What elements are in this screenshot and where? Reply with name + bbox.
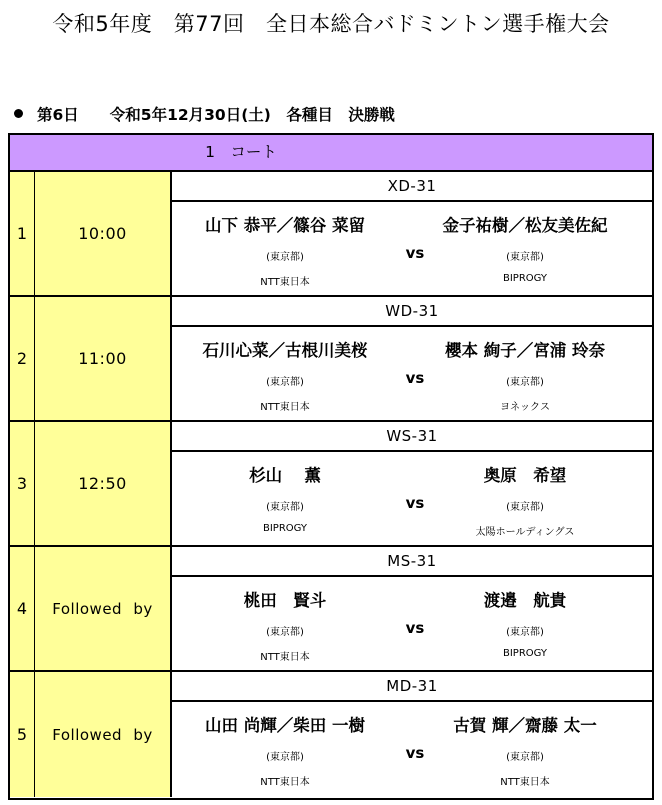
vs-label: vs	[405, 619, 425, 637]
right-prefecture: (東京都)	[506, 502, 544, 513]
match-number: 3	[10, 422, 35, 545]
match-number: 4	[10, 547, 35, 670]
schedule-table	[8, 133, 654, 800]
left-team: BIPROGY	[262, 523, 308, 534]
left-player: 山下 恭平／篠谷 菜留	[205, 216, 365, 235]
right-entry	[410, 702, 640, 797]
left-prefecture: (東京都)	[266, 752, 304, 763]
left-player: 杉山 薫	[249, 466, 321, 485]
left-entry	[170, 577, 400, 672]
right-player: 古賀 輝／齋藤 太一	[453, 716, 597, 735]
match-number: 1	[10, 172, 35, 295]
right-team: BIPROGY	[502, 273, 548, 284]
left-team: NTT東日本	[260, 277, 310, 288]
right-prefecture: (東京都)	[506, 752, 544, 763]
match-time: 12:50	[35, 422, 172, 545]
left-prefecture: (東京都)	[266, 252, 304, 263]
match-number: 2	[10, 297, 35, 420]
match-code: MS-31	[172, 547, 652, 577]
match-code: WS-31	[172, 422, 652, 452]
match-row	[10, 422, 652, 547]
right-entry	[410, 327, 640, 422]
right-player: 櫻本 絢子／宮浦 玲奈	[445, 341, 605, 360]
right-prefecture: (東京都)	[506, 377, 544, 388]
document-title: 令和5年度 第77回 全日本総合バドミントン選手権大会	[52, 12, 610, 36]
left-team: NTT東日本	[260, 402, 310, 413]
right-player: 渡邉 航貴	[483, 591, 567, 610]
match-time: Followed by	[35, 547, 172, 670]
match-row	[10, 172, 652, 297]
right-player: 奥原 希望	[483, 466, 567, 485]
left-prefecture: (東京都)	[266, 377, 304, 388]
left-prefecture: (東京都)	[266, 502, 304, 513]
court-label: 1 コート	[205, 143, 277, 161]
left-entry	[170, 327, 400, 422]
left-player: 桃田 賢斗	[243, 591, 327, 610]
day-subtitle	[14, 103, 395, 125]
right-team: NTT東日本	[500, 777, 550, 788]
left-player: 山田 尚輝／柴田 一樹	[205, 716, 365, 735]
vs-label: vs	[405, 494, 425, 512]
match-time: 10:00	[35, 172, 172, 295]
match-number: 5	[10, 672, 35, 797]
left-entry	[170, 202, 400, 297]
vs-label: vs	[405, 244, 425, 262]
right-prefecture: (東京都)	[506, 252, 544, 263]
vs-label: vs	[405, 369, 425, 387]
left-player: 石川心菜／古根川美桜	[202, 341, 368, 360]
match-row	[10, 672, 652, 797]
match-time: Followed by	[35, 672, 172, 797]
vs-label: vs	[405, 744, 425, 762]
match-time: 11:00	[35, 297, 172, 420]
left-prefecture: (東京都)	[266, 627, 304, 638]
right-prefecture: (東京都)	[506, 627, 544, 638]
left-entry	[170, 702, 400, 797]
right-entry	[410, 452, 640, 547]
left-team: NTT東日本	[260, 652, 310, 663]
right-entry	[410, 577, 640, 672]
right-team: 太陽ホールディングス	[475, 527, 575, 538]
right-player: 金子祐樹／松友美佐紀	[442, 216, 608, 235]
bullet-icon	[14, 109, 23, 118]
match-row	[10, 297, 652, 422]
right-entry	[410, 202, 640, 297]
court-header	[10, 135, 652, 172]
left-entry	[170, 452, 400, 547]
subtitle-text: 第6日 令和5年12月30日(土) 各種目 決勝戦	[37, 106, 395, 124]
right-team: BIPROGY	[502, 648, 548, 659]
left-team: NTT東日本	[260, 777, 310, 788]
match-row	[10, 547, 652, 672]
match-code: XD-31	[172, 172, 652, 202]
match-code: WD-31	[172, 297, 652, 327]
match-code: MD-31	[172, 672, 652, 702]
right-team: ヨネックス	[500, 402, 550, 413]
